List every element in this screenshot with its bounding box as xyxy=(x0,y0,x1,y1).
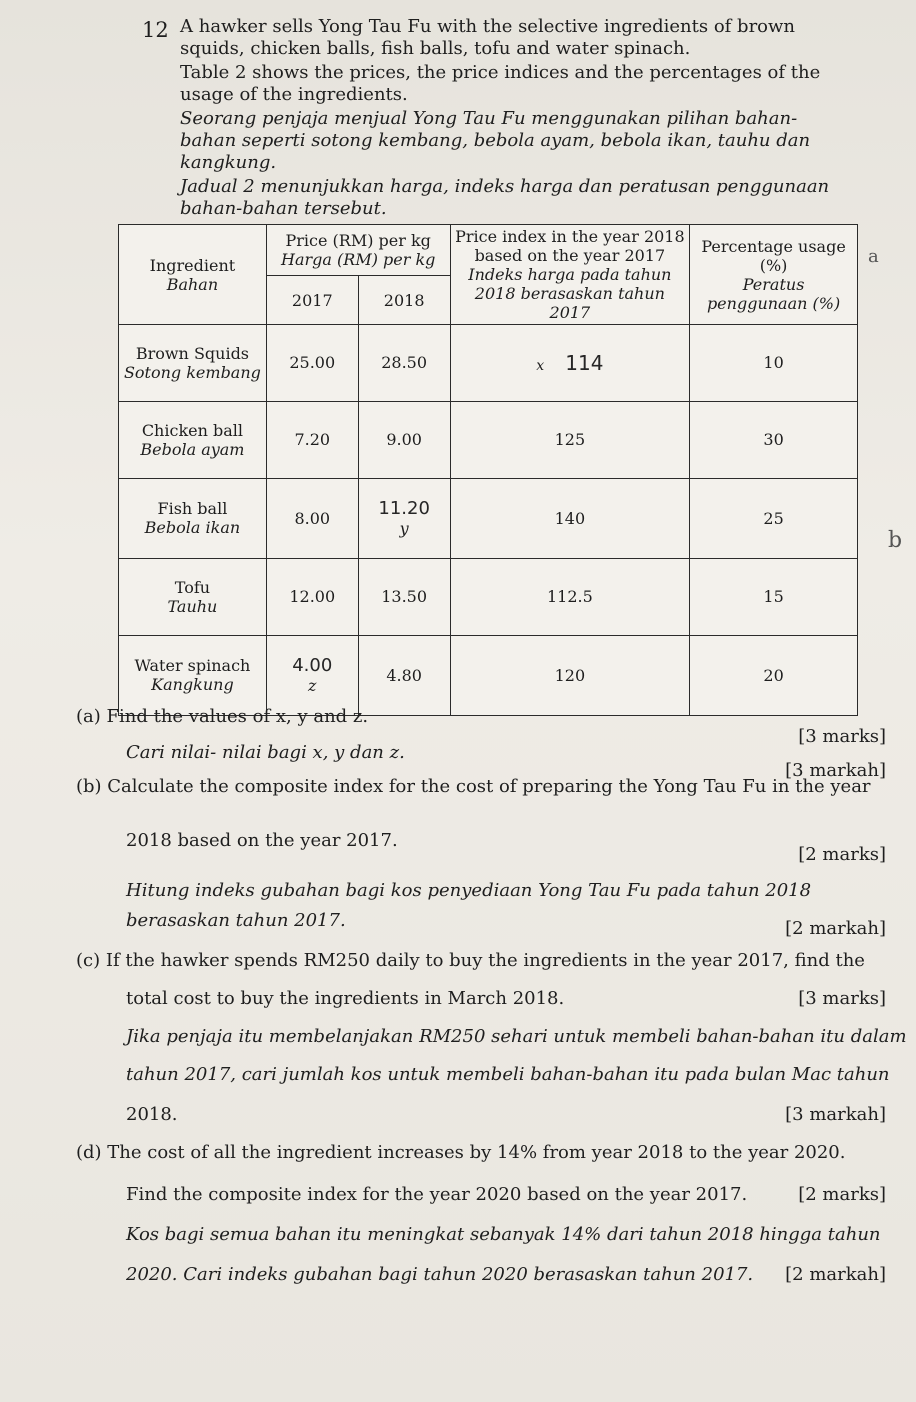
part-d-malay-1: Kos bagi semua bahan itu meningkat sebanyak 14% dari tahun 2018 hingga tahun xyxy=(126,1224,881,1245)
margin-mark-side: b xyxy=(888,528,903,553)
price-index: 125 xyxy=(450,401,690,478)
table-row xyxy=(119,401,858,478)
price-2017: 25.00 xyxy=(266,325,358,402)
part-d-english-1: (d) The cost of all the ingredient increases by 14% from year 2018 to the year 2020. xyxy=(76,1142,846,1163)
part-c-malay-3: 2018. xyxy=(126,1104,178,1125)
usage-percent: 30 xyxy=(690,401,858,478)
price-index: 120 xyxy=(450,635,690,715)
handwritten-answer-y: 11.20 xyxy=(378,498,430,520)
ingredient-name: Chicken ball Bebola ayam xyxy=(119,401,267,478)
price-2017: 12.00 xyxy=(266,558,358,635)
usage-percent: 25 xyxy=(690,478,858,558)
ingredient-table xyxy=(118,224,858,716)
price-2018: 28.50 xyxy=(358,325,450,402)
part-c-english-1: (c) If the hawker spends RM250 daily to buy the ingredients in the year 2017, find the xyxy=(76,950,865,971)
table-row xyxy=(119,558,858,635)
part-b-english-2: 2018 based on the year 2017. xyxy=(126,830,398,851)
price-2017: 8.00 xyxy=(266,478,358,558)
usage-percent: 10 xyxy=(690,325,858,402)
part-d-malay-2: 2020. Cari indeks gubahan bagi tahun 2020 berasaskan tahun 2017. xyxy=(126,1264,754,1285)
usage-percent: 15 xyxy=(690,558,858,635)
part-a-markah: [3 markah] xyxy=(785,760,886,781)
question-number: 12 xyxy=(142,18,169,42)
intro-malay-2: Jadual 2 menunjukkan harga, indeks harga dan peratusan penggunaan bahan-bahan tersebut. xyxy=(180,176,830,219)
intro-english-2: Table 2 shows the prices, the price indices and the percentages of the usage of the ingredients. xyxy=(180,62,821,105)
ingredient-name: Tofu Tauhu xyxy=(119,558,267,635)
handwritten-answer-z: 4.00 xyxy=(292,655,333,677)
part-c-markah: [3 markah] xyxy=(785,1104,886,1125)
part-d-english-2: Find the composite index for the year 2020 based on the year 2017. xyxy=(126,1184,748,1205)
handwritten-answer-x: 114 xyxy=(565,350,604,375)
price-2017: 4.00 z xyxy=(266,635,358,715)
ingredient-name: Brown Squids Sotong kembang xyxy=(119,325,267,402)
part-b-markah: [2 markah] xyxy=(785,918,886,939)
table-row xyxy=(119,478,858,558)
header-usage: Percentage usage (%) Peratus penggunaan (%) xyxy=(690,225,858,325)
part-a-english: (a) Find the values of x, y and z. xyxy=(76,706,369,727)
price-2017: 7.20 xyxy=(266,401,358,478)
part-a-marks: [3 marks] xyxy=(798,726,886,747)
price-2018: 4.80 xyxy=(358,635,450,715)
header-year-2017: 2017 xyxy=(266,276,358,325)
margin-mark: a xyxy=(868,246,879,267)
part-a-malay: Cari nilai- nilai bagi x, y dan z. xyxy=(126,742,405,763)
header-ingredient: Ingredient Bahan xyxy=(119,225,267,325)
price-index: x 114 xyxy=(450,325,690,402)
intro-malay-1: Seorang penjaja menjual Yong Tau Fu menggunakan pilihan bahan-bahan seperti sotong kembang, bebola ayam, bebola ikan, tauhu dan kangkung. xyxy=(180,108,811,173)
header-price: Price (RM) per kg Harga (RM) per kg xyxy=(266,225,450,276)
table-row xyxy=(119,325,858,402)
part-d-marks: [2 marks] xyxy=(798,1184,886,1205)
part-d-markah: [2 markah] xyxy=(785,1264,886,1285)
intro-english-1: A hawker sells Yong Tau Fu with the selective ingredients of brown squids, chicken balls, fish balls, tofu and water spinach. xyxy=(180,16,796,59)
price-2018: 13.50 xyxy=(358,558,450,635)
part-c-malay-1: Jika penjaja itu membelanjakan RM250 sehari untuk membeli bahan-bahan itu dalam xyxy=(126,1026,907,1047)
table-row xyxy=(119,635,858,715)
ingredient-name: Water spinach Kangkung xyxy=(119,635,267,715)
part-b-malay-2: berasaskan tahun 2017. xyxy=(126,910,346,931)
price-index: 112.5 xyxy=(450,558,690,635)
question-intro xyxy=(180,16,840,222)
header-year-2018: 2018 xyxy=(358,276,450,325)
part-c-english-2: total cost to buy the ingredients in March 2018. xyxy=(126,988,565,1009)
part-b-english-1: (b) Calculate the composite index for the cost of preparing the Yong Tau Fu in the year xyxy=(76,776,871,797)
price-2018: 9.00 xyxy=(358,401,450,478)
header-price-index: Price index in the year 2018 based on the year 2017 Indeks harga pada tahun 2018 berasaskan tahun 2017 xyxy=(450,225,690,325)
ingredient-name: Fish ball Bebola ikan xyxy=(119,478,267,558)
price-index: 140 xyxy=(450,478,690,558)
part-c-malay-2: tahun 2017, cari jumlah kos untuk membeli bahan-bahan itu pada bulan Mac tahun xyxy=(126,1064,890,1085)
usage-percent: 20 xyxy=(690,635,858,715)
part-b-marks: [2 marks] xyxy=(798,844,886,865)
price-2018: 11.20 y xyxy=(358,478,450,558)
part-b-malay-1: Hitung indeks gubahan bagi kos penyediaan Yong Tau Fu pada tahun 2018 xyxy=(126,880,812,901)
part-c-marks: [3 marks] xyxy=(798,988,886,1009)
